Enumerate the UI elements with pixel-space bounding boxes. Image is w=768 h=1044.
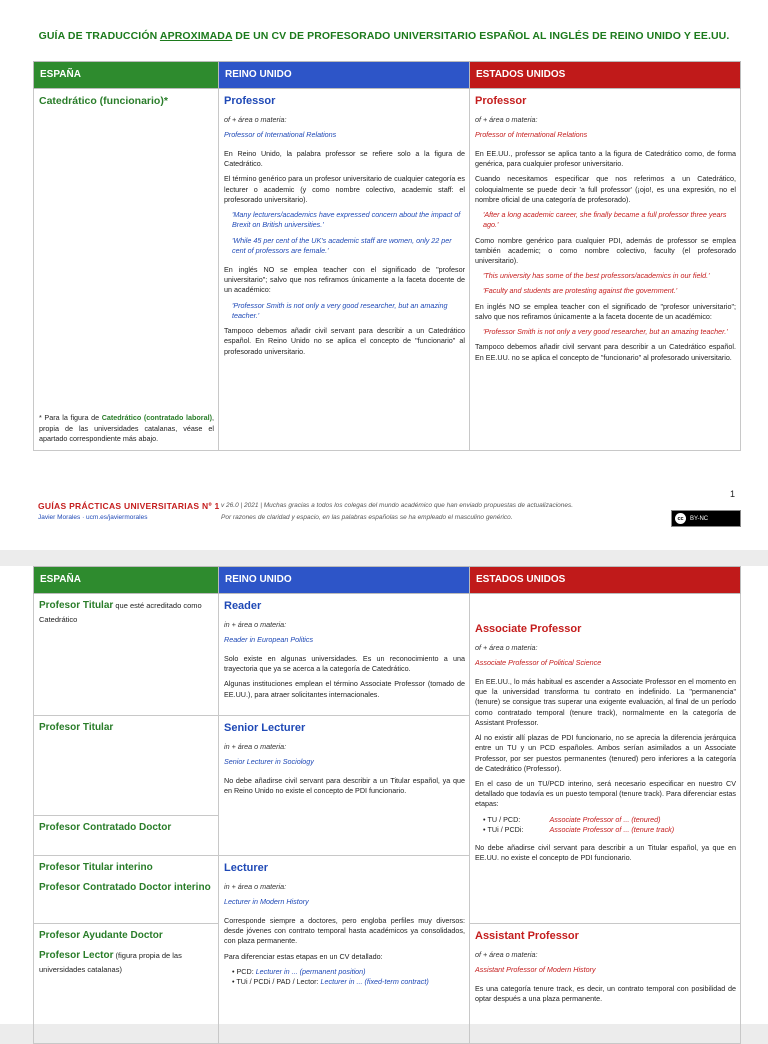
uk-lecturer-p1: Corresponde siempre a doctores, pero engloba perfiles muy diversos: desde jóvenes con contrato temporal hasta académicos ya consolidados, con plaza permanente. xyxy=(224,916,465,946)
uk-area-label: of + área o materia: xyxy=(224,114,287,124)
page-2 xyxy=(0,566,768,1024)
uk-example: Professor of International Relations xyxy=(224,129,337,139)
es-cell-interinos xyxy=(34,856,219,924)
b2-pre: TUi / PCDi: xyxy=(487,824,524,834)
espana-cell xyxy=(34,89,219,451)
uk-paragraph-3: En inglés NO se emplea teacher con el significado de "profesor universitario"; salvo que nos refiramos únicamente a la faceta docente de un académico: xyxy=(224,265,465,295)
header-espana: ESPAÑA xyxy=(34,62,219,89)
us-associate-example: Associate Professor of Political Science xyxy=(475,657,602,667)
es-contratado-doctor: Profesor Contratado Doctor xyxy=(39,822,172,833)
es-sub: que esté acreditado como Catedrático xyxy=(39,601,202,625)
uk-senior-lecturer-example: Senior Lecturer in Sociology xyxy=(224,756,314,766)
uk-b2-text: Lecturer in ... (fixed-term contract) xyxy=(320,977,429,987)
header-row-2 xyxy=(34,567,741,594)
us-assistant-p1: Es una categoría tenure track, es decir, un contrato temporal con posibilidad de optar después a una plaza permanente. xyxy=(475,984,736,1004)
us-associate-p2: Al no existir allí plazas de PDI funcionario, no se aprecia la diferencia jerárquica entre un TU y un PCD españoles. Ambos serían asimilados a un Associate Professor, por ser puestos permanentes (tenured) pero inferiores a la categoría de Catedrático (Professor). xyxy=(475,733,736,773)
header-reino-unido: REINO UNIDO xyxy=(219,62,470,89)
header-estados-unidos: ESTADOS UNIDOS xyxy=(470,62,741,89)
uk-paragraph-2: El término genérico para un profesor universitario de cualquier categoría es lecturer o academic (y como nombre colectivo, academic staff: el profesorado universitario). xyxy=(224,174,465,204)
us-associate-p1: En EE.UU., lo más habitual es ascender a Associate Professor en el momento en que la universidad transforma tu contrato en indefinido. La "permanencia" (tenure) se consigue tras superar una exigente evaluación, al final de un período como contratado temporal (tenure track), normalmente en la categoría de Assistant Professor. xyxy=(475,677,736,727)
cc-icon: cc xyxy=(675,513,686,524)
us-associate-list xyxy=(475,815,736,835)
us-professor-title: Professor xyxy=(475,95,527,107)
uk-cell-lecturer xyxy=(219,856,470,1044)
es-ayudante-doctor: Profesor Ayudante Doctor xyxy=(39,930,163,941)
us-quote-4: 'Professor Smith is not only a very good researcher, but an amazing teacher.' xyxy=(483,327,728,337)
us-quote-1: 'After a long academic career, she finally became a full professor three years ago.' xyxy=(483,210,727,230)
b1-pre: TU / PCD: xyxy=(487,814,521,824)
title-text-end: DE UN CV DE PROFESORADO UNIVERSITARIO ESPAÑOL AL INGLÉS DE REINO UNIDO Y EE.UU. xyxy=(232,30,730,42)
uk-lecturer-title: Lecturer xyxy=(224,862,269,874)
uk-lecturer-list xyxy=(224,967,465,987)
note-post: , propia de las universidades catalanas, véase el apartado correspondiente más abajo. xyxy=(39,413,214,443)
title-emphasis: APROXIMADA xyxy=(159,30,233,42)
header-espana-2: ESPAÑA xyxy=(34,567,219,594)
series-name: GUÍAS PRÁCTICAS UNIVERSITARIAS Nº 1 xyxy=(38,501,220,511)
us-paragraph-4: En inglés NO se emplea teacher con el significado de "profesor universitario"; salvo que nos refiramos únicamente a la faceta docente de un académico: xyxy=(475,301,736,321)
uk-senior-lecturer-area: in + área o materia: xyxy=(224,741,287,751)
uk-reader-title: Reader xyxy=(224,600,262,612)
list-item xyxy=(232,977,465,987)
row-titular-acreditado xyxy=(34,594,741,716)
us-associate-p4: No debe añadirse civil servant para describir a un Titular español, ya que en EE.UU. no existe el concepto de PDI funcionario. xyxy=(475,843,736,863)
uk-paragraph-4: Tampoco debemos añadir civil servant para describir a un Catedrático español. En Reino Unido no se aplica el concepto de "funcionario" al profesorado universitario. xyxy=(224,326,465,356)
note-pre: * Para la figura de xyxy=(39,413,102,423)
uk-reader-example: Reader in European Politics xyxy=(224,634,314,644)
us-associate-p3: En el caso de un TU/PCD interino, será necesario especificar en nuestro CV detallado que todavía es un puesto temporal (tenure track). Para diferenciar estas etapas: xyxy=(475,779,736,809)
page-number: 1 xyxy=(729,489,735,499)
us-area-label: of + área o materia: xyxy=(475,114,538,124)
uk-reader-area: in + área o materia: xyxy=(224,619,287,629)
uk-lecturer-area: in + área o materia: xyxy=(224,881,287,891)
b1-text: Associate Professor of ... (tenured) xyxy=(549,814,661,824)
uk-b1-text: Lecturer in ... (permanent position) xyxy=(255,966,366,976)
us-quote-3: 'Faculty and students are protesting against the government.' xyxy=(483,286,678,296)
us-paragraph-3: Como nombre genérico para cualquier PDI, además de professor se emplea también academic; o como nombre colectivo, faculty (el profesorado universitario). xyxy=(475,235,736,266)
list-item xyxy=(483,825,736,835)
catedratico-row xyxy=(34,89,741,451)
header-estados-unidos-2: ESTADOS UNIDOS xyxy=(470,567,741,594)
es-cell-ayudante xyxy=(34,924,219,1044)
us-example: Professor of International Relations xyxy=(475,129,588,139)
es-titular: Profesor Titular xyxy=(39,722,114,733)
us-assistant-example: Assistant Professor of Modern History xyxy=(475,964,596,974)
us-assistant-title: Assistant Professor xyxy=(475,930,579,942)
uk-cell-senior-lecturer xyxy=(219,716,470,856)
categories-table xyxy=(33,566,741,1044)
version-info: v 26.0 | 2021 | Muchas gracias a todos los colegas del mundo académico que han enviado propuestas de actualizaciones. xyxy=(221,502,574,509)
es-cell-contratado-doctor xyxy=(34,816,219,856)
us-assistant-area: of + área o materia: xyxy=(475,949,538,959)
es-cell-titular-acreditado xyxy=(34,594,219,716)
es-titular-acreditado xyxy=(39,599,214,627)
us-quote-2: 'This university has some of the best professors/academics in our field.' xyxy=(483,271,710,281)
catedratico-note xyxy=(39,413,214,444)
uk-cell-reader xyxy=(219,594,470,716)
uk-quote-3: 'Professor Smith is not only a very good researcher, but an amazing teacher.' xyxy=(232,300,448,320)
us-cell-assistant xyxy=(470,924,741,1044)
es-lector-label: Profesor Lector xyxy=(39,950,114,962)
estados-unidos-cell xyxy=(470,89,741,451)
catedratico-table xyxy=(33,61,741,451)
uk-senior-lecturer-p1: No debe añadirse civil servant para describir a un Titular español, ya que en Reino Unido no existe el concepto de PDI funcionario. xyxy=(224,776,465,796)
us-paragraph-1: En EE.UU., professor se aplica tanto a la figura de Catedrático como, de forma genérica, para cualquier profesor universitario. xyxy=(475,149,736,169)
es-contratado-interino: Profesor Contratado Doctor interino xyxy=(39,882,211,894)
es-titular-interino: Profesor Titular interino xyxy=(39,862,153,873)
us-associate-area: of + área o materia: xyxy=(475,642,538,652)
uk-quote-1: 'Many lecturers/academics have expressed concern about the impact of Brexit on British universities.' xyxy=(232,210,461,230)
uk-quote-2: 'While 45 per cent of the UK's academic staff are women, only 22 per cent of professors are female.' xyxy=(232,235,452,255)
us-cell-associate xyxy=(470,594,741,924)
b2-text: Associate Professor of ... (tenure track) xyxy=(549,824,675,834)
es-label: Profesor Titular xyxy=(39,600,114,611)
title-text-start: GUÍA DE TRADUCCIÓN xyxy=(38,30,160,42)
license-text: BY-NC xyxy=(690,515,709,522)
uk-b2-pre: TUi / PCDi / PAD / Lector: xyxy=(236,977,321,987)
list-item xyxy=(483,815,736,825)
header-row xyxy=(34,62,741,89)
author-link[interactable]: Javier Morales · ucm.es/javiermorales xyxy=(38,514,148,521)
header-reino-unido-2: REINO UNIDO xyxy=(219,567,470,594)
page-footer xyxy=(33,489,741,535)
reino-unido-cell xyxy=(219,89,470,451)
es-lector xyxy=(39,949,214,977)
cc-license-badge xyxy=(671,510,741,527)
uk-paragraph-1: En Reino Unido, la palabra professor se refiere solo a la figura de Catedrático. xyxy=(224,149,465,169)
us-paragraph-2: Cuando necesitamos especificar que nos referimos a un Catedrático, coloquialmente se puede decir 'a full professor' (¡ojo!, es una expresión, no el nombre oficial de una categoría de profesorado). xyxy=(475,174,736,204)
uk-senior-lecturer-title: Senior Lecturer xyxy=(224,722,306,734)
uk-lecturer-example: Lecturer in Modern History xyxy=(224,896,309,906)
gender-note: Por razones de claridad y espacio, en las palabras españolas se ha empleado el masculino genérico. xyxy=(221,514,513,521)
uk-lecturer-p2: Para diferenciar estas etapas en un CV detallado: xyxy=(224,951,383,961)
uk-b1-pre: PCD: xyxy=(236,966,256,976)
catedratico-title: Catedrático (funcionario)* xyxy=(39,95,168,107)
uk-professor-title: Professor xyxy=(224,95,276,107)
us-paragraph-5: Tampoco debemos añadir civil servant para describir a un Catedrático español. En EE.UU. no se aplica el concepto de "funcionario" al profesorado universitario. xyxy=(475,342,736,362)
page-title xyxy=(0,30,768,42)
list-item xyxy=(232,967,465,977)
es-lector-sub: (figura propia de las universidades catalanas) xyxy=(39,951,182,975)
uk-reader-p2: Algunas instituciones emplean el término Associate Professor (tomado de EE.UU.), para atraer solicitantes internacionales. xyxy=(224,679,465,699)
es-cell-titular xyxy=(34,716,219,816)
us-associate-title: Associate Professor xyxy=(475,623,582,635)
uk-reader-p1: Solo existe en algunas universidades. Es un reconocimiento a una trayectoria que ya se acerca a la categoría de Catedrático. xyxy=(224,654,465,674)
note-bold: Catedrático (contratado laboral) xyxy=(101,413,212,423)
